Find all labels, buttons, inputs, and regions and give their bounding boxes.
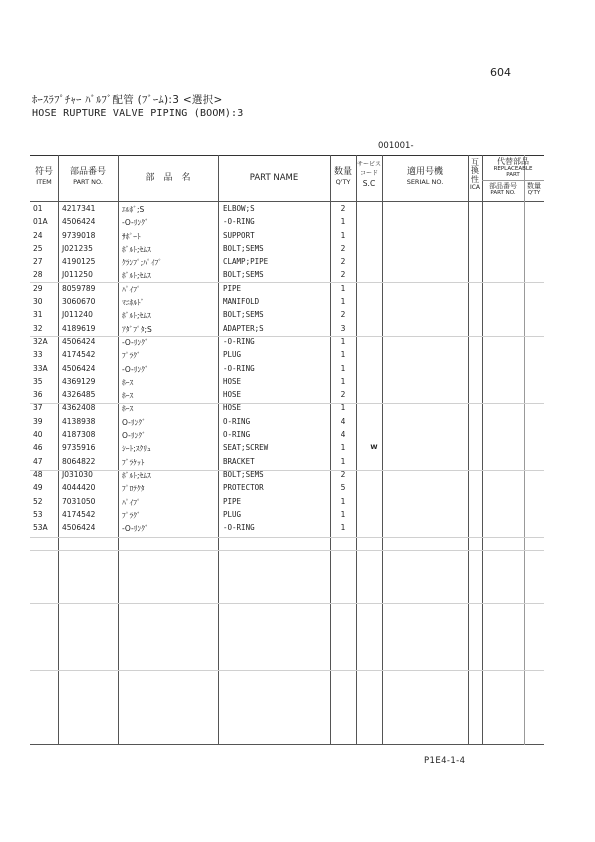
- item-cell: 32: [33, 323, 43, 333]
- part-number-cell: 4044420: [62, 483, 96, 493]
- item-cell: 35: [33, 376, 43, 386]
- part-name-jp-cell: ﾎﾞﾙﾄ;ｾﾑｽ: [122, 311, 151, 321]
- item-cell: 30: [33, 297, 43, 307]
- part-name-jp-cell: ﾊﾟｲﾌﾟ: [122, 497, 141, 507]
- part-name-en-cell: MANIFOLD: [223, 297, 260, 307]
- quantity-cell: 1: [340, 509, 346, 519]
- item-cell: 48: [33, 469, 43, 479]
- item-cell: 53A: [33, 523, 48, 533]
- header-replaceable-qty: 数量 Q'TY: [527, 182, 541, 197]
- table-row: [30, 230, 544, 243]
- table-row: [30, 309, 544, 322]
- quantity-cell: 1: [340, 363, 346, 373]
- table-row: [30, 203, 544, 216]
- table-row: [30, 243, 544, 256]
- header-part-name-en: PART NAME: [249, 173, 299, 183]
- part-number-cell: 4187308: [62, 430, 96, 440]
- item-cell: 25: [33, 243, 43, 253]
- quantity-cell: 1: [340, 523, 346, 533]
- quantity-cell: 1: [340, 403, 346, 413]
- part-number-cell: 8059789: [62, 283, 96, 293]
- quantity-cell: 1: [340, 376, 346, 386]
- part-number-cell: J021235: [62, 243, 93, 253]
- part-number-cell: J011250: [62, 270, 93, 280]
- part-number-cell: 4506424: [62, 217, 96, 227]
- part-name-en-cell: PIPE: [223, 496, 242, 506]
- replaceable-subheader-rule: [482, 180, 544, 181]
- item-cell: 52: [33, 496, 43, 506]
- part-number-cell: 4174542: [62, 509, 96, 519]
- part-name-en-cell: PIPE: [223, 283, 242, 293]
- part-name-jp-cell: ﾎﾞﾙﾄ;ｾﾑｽ: [122, 244, 151, 254]
- part-number-cell: 7031050: [62, 496, 96, 506]
- part-name-jp-cell: -O-ﾘﾝｸﾞ: [122, 364, 149, 374]
- part-number-cell: 4189619: [62, 323, 96, 333]
- table-row: [30, 416, 544, 429]
- table-row: [30, 323, 544, 336]
- quantity-cell: 1: [340, 297, 346, 307]
- item-cell: 29: [33, 283, 43, 293]
- page-title-english: HOSE RUPTURE VALVE PIPING (BOOM):3: [32, 108, 244, 119]
- header-bottom-rule: [30, 201, 544, 202]
- footer-code: P1E4-1-4: [424, 756, 466, 766]
- quantity-cell: 1: [340, 350, 346, 360]
- part-name-en-cell: HOSE: [223, 390, 242, 400]
- part-name-jp-cell: ｸﾗﾝﾌﾟ;ﾊﾟｲﾌﾟ: [122, 258, 163, 268]
- quantity-cell: 3: [340, 323, 346, 333]
- part-number-cell: 4506424: [62, 336, 96, 346]
- item-cell: 49: [33, 483, 43, 493]
- part-name-jp-cell: ｱﾀﾞﾌﾟﾀ;S: [122, 324, 152, 334]
- part-name-en-cell: BRACKET: [223, 456, 255, 466]
- header-service-code: サービス コード S.C: [356, 161, 381, 188]
- table-row: [30, 336, 544, 349]
- part-number-cell: 4506424: [62, 363, 96, 373]
- part-name-en-cell: SUPPORT: [223, 230, 255, 240]
- item-cell: 46: [33, 443, 43, 453]
- service-code-cell: W: [370, 443, 378, 452]
- part-number-cell: J031030: [62, 469, 93, 479]
- part-number-cell: 4506424: [62, 523, 96, 533]
- item-cell: 24: [33, 230, 43, 240]
- table-row: [30, 509, 544, 522]
- part-number-cell: 9735916: [62, 443, 96, 453]
- part-number-cell: 4138938: [62, 416, 96, 426]
- part-name-en-cell: PLUG: [223, 350, 242, 360]
- quantity-cell: 1: [340, 283, 346, 293]
- group-rule: [30, 550, 544, 551]
- quantity-cell: 4: [340, 416, 346, 426]
- quantity-cell: 2: [340, 390, 346, 400]
- header-part-name-jp: 部 品 名: [145, 173, 191, 183]
- item-cell: 32A: [33, 336, 48, 346]
- table-row: [30, 522, 544, 535]
- group-rule: [30, 670, 544, 671]
- part-number-cell: 4326485: [62, 390, 96, 400]
- part-number-cell: 4190125: [62, 257, 96, 267]
- item-cell: 31: [33, 310, 43, 320]
- part-number-cell: 3060670: [62, 297, 96, 307]
- part-name-jp-cell: ﾌﾟﾗｸﾞ: [122, 351, 141, 361]
- quantity-cell: 1: [340, 336, 346, 346]
- table-row: [30, 496, 544, 509]
- table-row: [30, 256, 544, 269]
- header-qty: 数量 Q'TY: [333, 167, 352, 187]
- part-name-jp-cell: ﾌﾟﾛﾃｸﾀ: [122, 484, 145, 494]
- part-name-jp-cell: ﾎｰｽ: [122, 391, 134, 401]
- serial-range: 001001-: [378, 141, 414, 151]
- quantity-cell: 2: [340, 257, 346, 267]
- group-rule: [30, 537, 544, 538]
- page-number: 604: [490, 66, 511, 79]
- part-name-jp-cell: ｻﾎﾟｰﾄ: [122, 231, 141, 241]
- item-cell: 28: [33, 270, 43, 280]
- part-name-jp-cell: -O-ﾘﾝｸﾞ: [122, 218, 149, 228]
- item-cell: 27: [33, 257, 43, 267]
- part-number-cell: 4217341: [62, 204, 96, 213]
- table-row: [30, 349, 544, 362]
- header-replaceable-part: 代替部品 REPLACEABLE PART: [493, 157, 533, 179]
- part-name-en-cell: ELBOW;S: [223, 204, 255, 213]
- part-name-en-cell: CLAMP;PIPE: [223, 257, 269, 267]
- part-number-cell: J011240: [62, 310, 93, 320]
- part-name-jp-cell: -O-ﾘﾝｸﾞ: [122, 337, 149, 347]
- part-name-jp-cell: O-ﾘﾝｸﾞ: [122, 431, 146, 441]
- item-cell: 33: [33, 350, 43, 360]
- part-name-en-cell: BOLT;SEMS: [223, 469, 264, 479]
- part-name-en-cell: O-RING: [223, 430, 251, 440]
- table-row: [30, 482, 544, 495]
- quantity-cell: 1: [340, 443, 346, 453]
- table-row: [30, 469, 544, 482]
- table-row: [30, 389, 544, 402]
- quantity-cell: 2: [340, 243, 346, 253]
- table-row: [30, 456, 544, 469]
- table-row: [30, 442, 544, 455]
- part-name-jp-cell: ｴﾙﾎﾞ;S: [122, 205, 145, 214]
- part-name-en-cell: BOLT;SEMS: [223, 243, 264, 253]
- part-name-en-cell: -O-RING: [223, 217, 255, 227]
- part-name-jp-cell: ﾎｰｽ: [122, 404, 134, 414]
- item-cell: 47: [33, 456, 43, 466]
- part-number-cell: 9739018: [62, 230, 96, 240]
- part-name-jp-cell: ﾎﾞﾙﾄ;ｾﾑｽ: [122, 470, 151, 480]
- table-bottom-rule: [30, 744, 544, 745]
- part-number-cell: 4369129: [62, 376, 96, 386]
- table-top-rule: [30, 155, 544, 156]
- part-name-jp-cell: ｼｰﾄ;ｽｸﾘｭ: [122, 444, 151, 454]
- part-name-jp-cell: ﾏﾆﾎﾙﾄﾞ: [122, 298, 145, 308]
- item-cell: 39: [33, 416, 43, 426]
- part-name-en-cell: PROTECTOR: [223, 483, 264, 493]
- part-number-cell: 4174542: [62, 350, 96, 360]
- quantity-cell: 2: [340, 204, 346, 213]
- table-row: [30, 216, 544, 229]
- part-name-en-cell: -O-RING: [223, 336, 255, 346]
- quantity-cell: 1: [340, 456, 346, 466]
- part-name-en-cell: PLUG: [223, 509, 242, 519]
- page-title-japanese: ﾎｰｽﾗﾌﾟﾁｬｰ ﾊﾞﾙﾌﾞ配管 (ﾌﾞｰﾑ):3 <選択>: [32, 94, 223, 106]
- part-name-en-cell: BOLT;SEMS: [223, 310, 264, 320]
- quantity-cell: 1: [340, 217, 346, 227]
- table-row: [30, 283, 544, 296]
- part-name-en-cell: HOSE: [223, 376, 242, 386]
- quantity-cell: 1: [340, 496, 346, 506]
- table-row: [30, 429, 544, 442]
- item-cell: 36: [33, 390, 43, 400]
- item-cell: 01: [33, 204, 43, 213]
- part-name-en-cell: SEAT;SCREW: [223, 443, 269, 453]
- table-row: [30, 363, 544, 376]
- part-name-jp-cell: ﾌﾞﾗｹｯﾄ: [122, 457, 145, 467]
- part-name-jp-cell: ﾎｰｽ: [122, 377, 134, 387]
- item-cell: 37: [33, 403, 43, 413]
- part-name-jp-cell: -O-ﾘﾝｸﾞ: [122, 524, 149, 534]
- part-number-cell: 4362408: [62, 403, 96, 413]
- part-number-cell: 8064822: [62, 456, 96, 466]
- header-replaceable-part-no: 部品番号 PART NO.: [489, 182, 517, 197]
- header-part-no: 部品番号 PART NO.: [69, 167, 106, 187]
- item-cell: 53: [33, 509, 43, 519]
- table-row: [30, 376, 544, 389]
- part-name-en-cell: BOLT;SEMS: [223, 270, 264, 280]
- item-cell: 33A: [33, 363, 48, 373]
- header-serial-no: 適用号機 SERIAL NO.: [406, 167, 444, 187]
- table-row: [30, 269, 544, 282]
- part-name-jp-cell: ﾊﾟｲﾌﾟ: [122, 284, 141, 294]
- part-name-jp-cell: O-ﾘﾝｸﾞ: [122, 417, 146, 427]
- item-cell: 01A: [33, 217, 48, 227]
- quantity-cell: 2: [340, 469, 346, 479]
- group-rule: [30, 603, 544, 604]
- header-interchangeability: 互換性 ICA: [469, 158, 481, 192]
- part-name-en-cell: O-RING: [223, 416, 251, 426]
- quantity-cell: 4: [340, 430, 346, 440]
- table-row: [30, 402, 544, 415]
- item-cell: 40: [33, 430, 43, 440]
- quantity-cell: 2: [340, 270, 346, 280]
- part-name-en-cell: -O-RING: [223, 523, 255, 533]
- parts-list: [30, 203, 544, 535]
- table-row: [30, 296, 544, 309]
- part-name-en-cell: HOSE: [223, 403, 242, 413]
- part-name-en-cell: ADAPTER;S: [223, 323, 264, 333]
- quantity-cell: 5: [340, 483, 346, 493]
- header-item: 符号 ITEM: [34, 167, 53, 187]
- quantity-cell: 2: [340, 310, 346, 320]
- part-name-jp-cell: ﾌﾟﾗｸﾞ: [122, 510, 141, 520]
- part-name-en-cell: -O-RING: [223, 363, 255, 373]
- quantity-cell: 1: [340, 230, 346, 240]
- part-name-jp-cell: ﾎﾞﾙﾄ;ｾﾑｽ: [122, 271, 151, 281]
